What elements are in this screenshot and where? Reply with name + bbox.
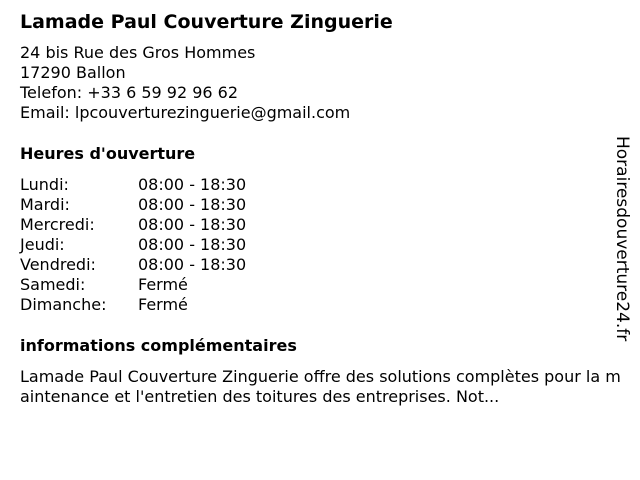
day-hours: 08:00 - 18:30 <box>138 175 247 194</box>
day-hours: Fermé <box>138 275 188 294</box>
day-label: Samedi: <box>20 275 86 294</box>
day-label: Mardi: <box>20 195 70 214</box>
hours-row <box>20 175 246 195</box>
street-address: 24 bis Rue des Gros Hommes <box>20 43 256 62</box>
day-hours: 08:00 - 18:30 <box>138 235 247 254</box>
hours-row <box>20 275 246 295</box>
day-label: Vendredi: <box>20 255 96 274</box>
day-label: Dimanche: <box>20 295 107 314</box>
day-hours: 08:00 - 18:30 <box>138 195 247 214</box>
day-label: Lundi: <box>20 175 69 194</box>
business-name: Lamade Paul Couverture Zinguerie <box>20 11 393 33</box>
hours-row <box>20 235 246 255</box>
hours-row <box>20 195 246 215</box>
hours-row <box>20 215 246 235</box>
hours-heading: Heures d'ouverture <box>20 144 196 163</box>
day-label: Jeudi: <box>20 235 65 254</box>
day-hours: 08:00 - 18:30 <box>138 255 247 274</box>
hours-table <box>20 175 246 315</box>
site-watermark: Horairesdouverture24.fr <box>612 136 632 342</box>
phone-number: Telefon: +33 6 59 92 96 62 <box>20 83 239 102</box>
postal-city: 17290 Ballon <box>20 63 126 82</box>
day-hours: Fermé <box>138 295 188 314</box>
address-block <box>20 43 620 123</box>
business-card <box>20 10 620 407</box>
info-heading: informations complémentaires <box>20 336 297 355</box>
hours-row <box>20 295 246 315</box>
hours-row <box>20 255 246 275</box>
business-description: Lamade Paul Couverture Zinguerie offre des solutions complètes pour la maintenance et l'entretien des toitures des entreprises. Not... <box>20 367 621 406</box>
day-hours: 08:00 - 18:30 <box>138 215 247 234</box>
day-label: Mercredi: <box>20 215 95 234</box>
email-address: Email: lpcouverturezinguerie@gmail.com <box>20 103 351 122</box>
